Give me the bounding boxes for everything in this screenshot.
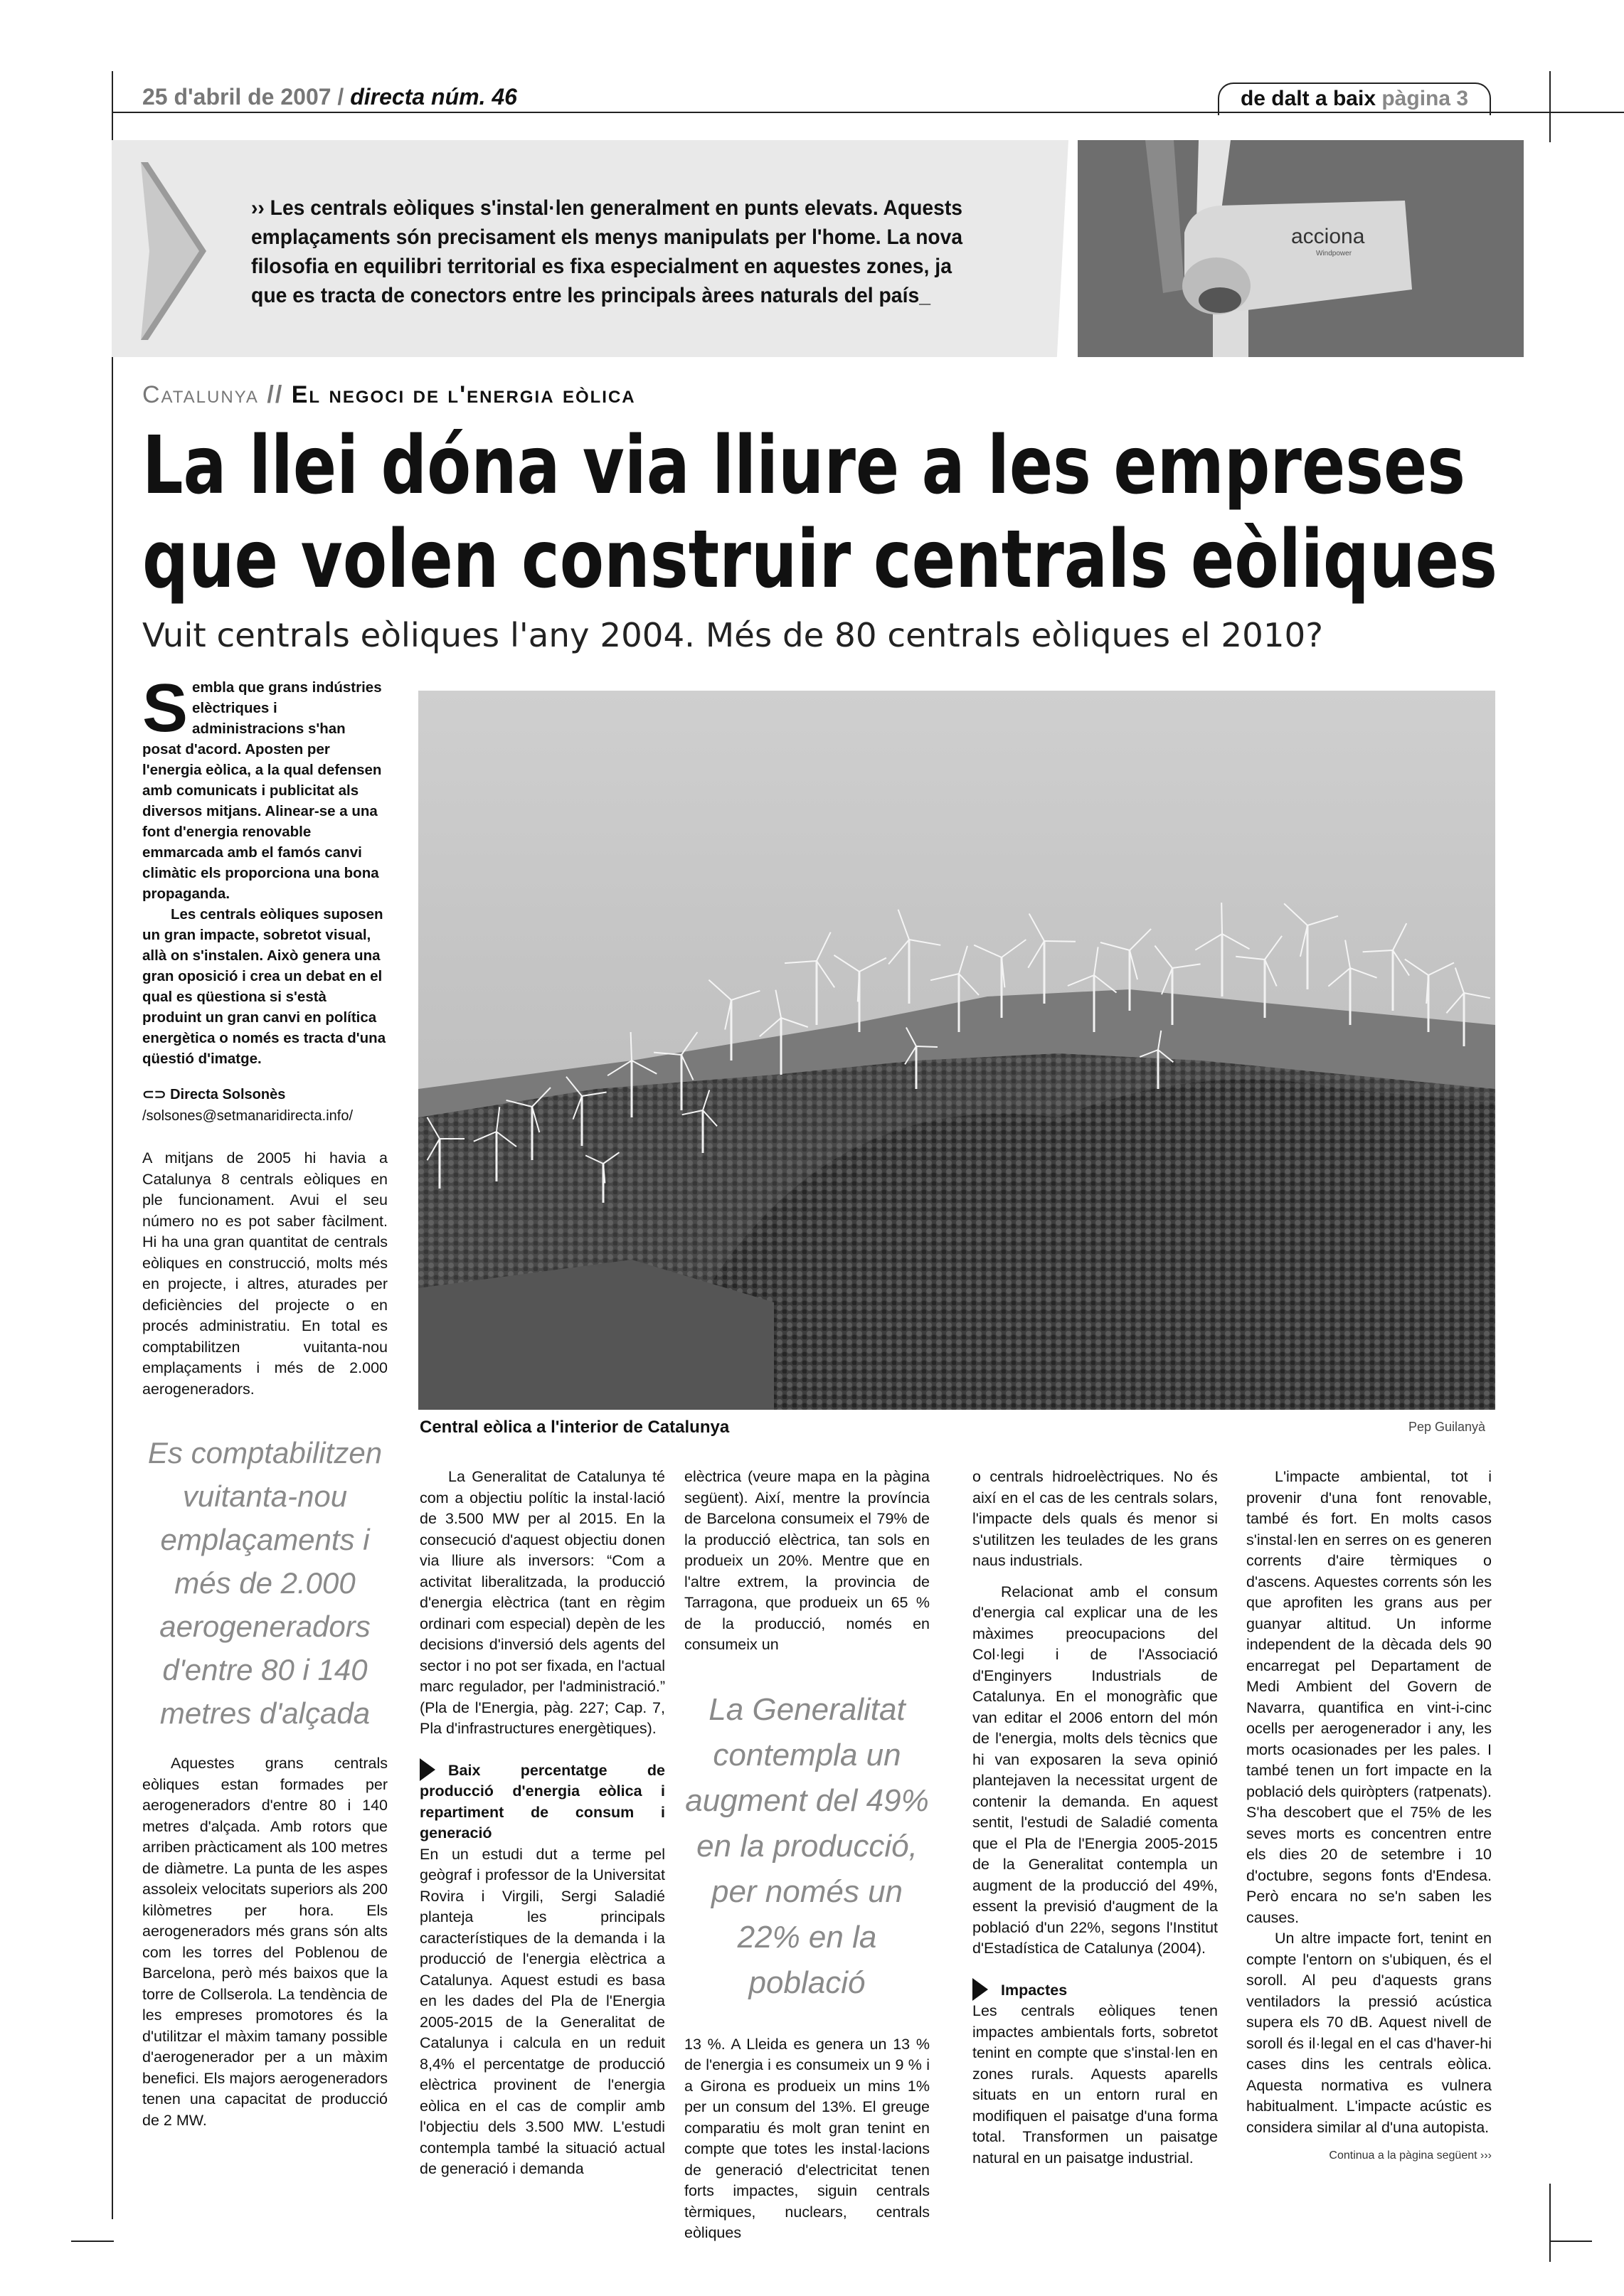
body-paragraph: o centrals hidroelèctriques. No és així en el cas de les centrals solars, l'impacte dels quals és menor si s'utilitzen les teulades de les grans naus industrials. xyxy=(972,1468,1218,1569)
byline xyxy=(142,1085,388,1106)
chevron-icon xyxy=(135,162,206,340)
subtitle xyxy=(142,616,1323,654)
headline-text: que volen construir centrals eòliques xyxy=(142,514,1497,606)
lead-paragraph: embla que grans indústries elèctriques i administracions s'han posat d'acord. Aposten per l'energia eòlica, a la qual defensen amb comunicats i publicitat als diversos mitjans. Alinear-se a una font d'energia renovable emmarcada amb el famós canvi climàtic els proporciona una bona propaganda. xyxy=(142,679,382,902)
section-name: de dalt a baix xyxy=(1240,87,1376,110)
subheading xyxy=(972,1978,1218,2002)
issue-number: directa núm. 46 xyxy=(350,84,517,110)
acciona-logo: acciona xyxy=(1291,225,1365,248)
page-border-right-bottom xyxy=(1549,2184,1551,2262)
body-paragraph: elèctrica (veure mapa en la pàgina següent). Així, mentre la província de Barcelona consumeix el 79% de la producció elèctrica, tan sols en produeix un 20%. Mentre que en l'altre extrem, la provincia de Tarragona, que produeix un 65 % de la producció, només en consumeix un xyxy=(684,1468,930,1653)
body-paragraph: A mitjans de 2005 hi havia a Catalunya 8 centrals eòliques en ple funcionament. Avui el seu número no es pot saber fàcilment. Hi ha una gran quantitat de centrals eòliques en construcció, molts més en projecte, i altres, aturades per deficiències del projecte o en procés administratiu. En total es comptabilitzen vuitanta-nou emplaçaments i més de 2.000 aerogeneradors. xyxy=(142,1149,388,1398)
byline-author: Directa Solsonès xyxy=(170,1087,286,1102)
lead-paragraph: Les centrals eòliques suposen un gran impacte, sobretot visual, allà on s'instalen. Això genera una gran oposició i crea un debat en el qual es qüestiona si s'està produint un gran canvi en política energètica o només es tracta d'una qüestió d'imatge. xyxy=(142,906,386,1067)
crop-mark xyxy=(1549,2241,1592,2242)
lead-text xyxy=(142,670,388,1069)
pointing-hand-icon: ⊂⊃ xyxy=(142,1087,171,1102)
intro-text xyxy=(251,193,1008,310)
column-5 xyxy=(1246,1467,1492,2167)
headline-line-2 xyxy=(142,514,1624,606)
kicker-region: Catalunya xyxy=(142,381,259,408)
body-paragraph: Aquestes grans centrals eòliques estan formades per aerogeneradors d'entre 80 i 140 metres d'alçada. Amb rotors que arriben pràcticament als 100 metres de diàmetre. La punta de les aspes assoleix velocitats superiors als 200 kilòmetres per hora. Els aerogeneradors més grans són alts com les torres del Poblenou de Barcelona, però més baixos que la torre de Collserola. La tendència de les empreses promotores és la d'utilitzar el màxim tamany possible d'aerogenerador per a un màxim benefici. Els majors aerogeneradors tenen una capacitat de producció de 2 MW. xyxy=(142,1755,388,2129)
intro-line: que es tracta de conectors entre les principals àrees naturals del país_ xyxy=(251,284,930,307)
body-paragraph: La Generalitat de Catalunya té com a objectiu polític la instal·lació de 3.500 MW per al 2015. En la consecució d'aquest objectiu donen via lliure als inversors: “Com a activitat liberalitzada, la producció d'energia elèctrica (tant en règim ordinari com especial) depèn de les decisions d'inversió dels agents del sector i no pot ser fixada, en l'actual marc regulador, per l'administració.” (Pla de l'Energia, pàg. 227; Cap. 7, Pla d'infrastructures energètiques). xyxy=(420,1468,665,1737)
acciona-logo-sub: Windpower xyxy=(1316,250,1352,257)
body-paragraph: Les centrals eòliques tenen impactes ambientals forts, sobretot tenint en compte que s'instal·len en zones rurals. Aquests aparells situats en un entorn rural en modifiquen el paisatge d'una forma total. Transformen un paisatge natural en un paisatge industrial. xyxy=(972,2002,1218,2167)
column-4 xyxy=(972,1467,1218,2169)
wind-farm-image xyxy=(418,691,1495,1410)
turbine-nacelle-photo xyxy=(1078,140,1524,357)
body-paragraph: Relacionat amb el consum d'energia cal explicar una de les màximes preocupacions del Col·legi i de l'Associació d'Enginyers Industrials de Catalunya. En el monogràfic que van editar el 2006 entorn del món de l'energia, molts dels tècnics que hi van exposaren la seva opinió plantejaven la necessitat urgent de contenir la demanda. En aquest sentit, l'estudi de Saladié comenta que el Pla de l'Energia 2005-2015 de la Generalitat contempla un augment de la producció del 49%, essent la previsió d'augment de la població d'un 22%, segons l'Institut d'Estadística de Catalunya (2004). xyxy=(972,1583,1218,1957)
intro-line: emplaçaments són precisament els menys manipulats per l'home. La nova xyxy=(251,225,962,249)
issue-date: 25 d'abril de 2007 / xyxy=(142,84,344,110)
page-border-left xyxy=(112,71,113,2219)
subheading xyxy=(420,1758,665,1844)
kicker-separator: // xyxy=(267,381,284,408)
body-paragraph: L'impacte ambiental, tot i provenir d'una font renovable, també és fort. En molts casos s'instal·len en serres on es generen corrents d'aire tèrmiques o d'ascens. Aquestes corrents són les que aprofiten les grans aus per guanyar altitud. Un informe independent de la dècada dels 90 encarregat pel Departament de Medi Ambient del Govern de Navarra, quantifica en vint-i-cinc ocells per aerogenerador i any, les morts ocasionades per les pales. I també tenen un fort impacte en la població dels quiròpters (ratpenats). S'ha descobert que el 75% de les seves morts es concentren entre els dies 20 de setembre i 10 d'octubre, segons fonts d'Endesa. Però encara no se'n saben les causes. xyxy=(1246,1468,1492,1926)
body-paragraph: Un altre impacte fort, tenint en compte l'entorn on s'ubiquen, és el soroll. Al peu d'aquests grans ventiladors la pressió acústica supera els 70 dB. Aquest nivell de soroll és il·legal en el cas d'haver-hi cases dins les centrals eòlica. Aquesta normativa es vulnera habitualment. L'impacte acústic es considera similar al d'una autopista. xyxy=(1246,1930,1492,2136)
intro-line: ›› Les centrals eòliques s'instal·len generalment en punts elevats. Aquests xyxy=(251,196,962,220)
wind-turbine-image xyxy=(1078,140,1524,357)
photo-caption: Central eòlica a l'interior de Catalunya xyxy=(420,1418,730,1437)
headline-line-1 xyxy=(142,420,1624,512)
drop-cap: S xyxy=(142,670,189,746)
subheading-text: Baix percentatge de producció d'energia eòlica i repartiment de consum i generació xyxy=(420,1761,665,1841)
column-1 xyxy=(142,670,388,2131)
headline-text: La llei dóna via lliure a les empreses xyxy=(142,420,1465,512)
section-tab xyxy=(1218,83,1491,115)
continued-link[interactable]: Continua a la pàgina següent ››› xyxy=(1329,2149,1492,2162)
triangle-bullet-icon xyxy=(972,1978,988,2001)
pull-quote: Es comptabilitzen vuitanta-nou emplaçaments i més de 2.000 aerogeneradors d'entre 80 i 140 metres d'alçada xyxy=(147,1436,383,1730)
wind-farm-photo xyxy=(418,691,1495,1410)
byline-email[interactable]: /solsones@setmanaridirecta.info/ xyxy=(142,1107,353,1124)
subheading-text: Impactes xyxy=(1001,1981,1068,1999)
body-paragraph: 13 %. A Lleida es genera un 13 % de l'energia i es consumeix un 9 % i a Girona es produeix un mins 1% per un consum del 13%. El greuge comparatiu és molt gran tenint en compte que totes les instal·lacions de generació d'electricitat tenen forts impactes, siguin centrals tèrmiques, nuclears, centrals eòliques xyxy=(684,2035,930,2241)
pull-quote: La Generalitat contempla un augment del 49% en la producció, per només un 22% en la població xyxy=(685,1691,929,2000)
column-3 xyxy=(684,1467,930,2244)
subtitle-text: Vuit centrals eòliques l'any 2004. Més de 80 centrals eòliques el 2010? xyxy=(142,616,1323,654)
kicker xyxy=(142,381,636,409)
column-2 xyxy=(420,1467,665,2180)
intro-line: filosofia en equilibri territorial es fixa especialment en aquestes zones, ja xyxy=(251,255,952,278)
page-number: pàgina 3 xyxy=(1381,87,1469,110)
triangle-bullet-icon xyxy=(420,1758,435,1781)
photo-credit: Pep Guilanyà xyxy=(1408,1420,1486,1434)
page-border-right-top xyxy=(1549,71,1551,142)
issue-date-line xyxy=(142,84,517,110)
crop-mark xyxy=(71,2241,114,2242)
body-paragraph: En un estudi dut a terme pel geògraf i professor de la Universitat Rovira i Virgili, Sergi Saladié planteja les principals característiques de la demanda i la producció de l'energia elèctrica a Catalunya. Aquest estudi es basa en les dades del Pla de l'Energia 2005-2015 de la Generalitat de Catalunya i calcula en un reduit 8,4% el percentatge de producció elèctrica provinent de l'energia eòlica en el cas de complir amb l'objectiu dels 3.500 MW. L'estudi contempla també la situació actual de generació i demanda xyxy=(420,1845,665,2177)
kicker-topic: El negoci de l'energia eòlica xyxy=(291,381,636,408)
